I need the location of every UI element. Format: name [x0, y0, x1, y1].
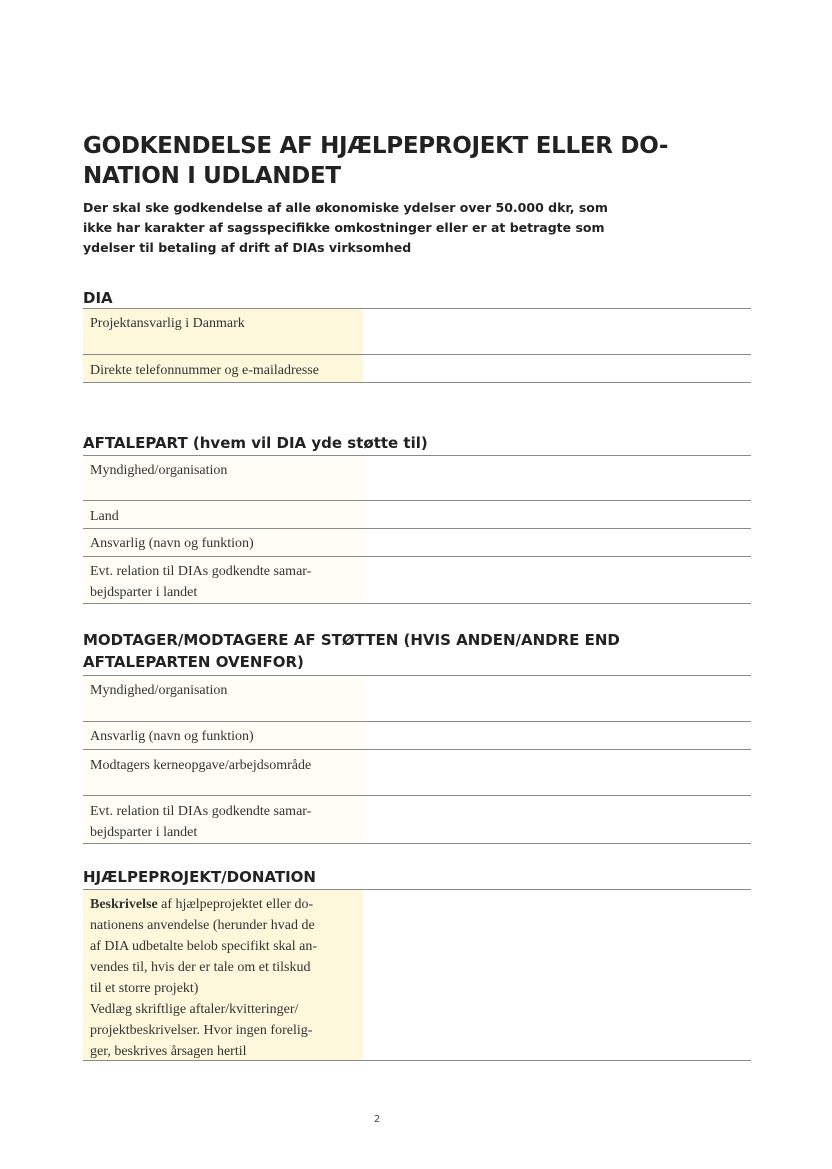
desc-line-7: projektbeskrivelser. Hvor ingen forelig-: [90, 1023, 313, 1038]
subtitle-line-3: ydelser til betaling af drift af DIAs virksomhed: [83, 240, 412, 255]
section-heading-dia: DIA: [83, 289, 113, 307]
desc-line-3: af DIA udbetalte belob specifikt skal an-: [90, 939, 318, 954]
title-line-1: GODKENDELSE AF HJÆLPEPROJEKT ELLER DO-: [83, 133, 669, 159]
relation-line-1: Evt. relation til DIAs godkendte samar-: [90, 804, 312, 819]
desc-bold-word: Beskrivelse: [90, 897, 158, 912]
modtager-heading-line-1: MODTAGER/MODTAGERE AF STØTTEN (HVIS ANDEN/ANDRE END: [83, 631, 620, 649]
field-label-beskrivelse: [90, 894, 365, 1062]
field-label: Projektansvarlig i Danmark: [90, 316, 245, 331]
field-label: Direkte telefonnummer og e-mailadresse: [90, 363, 319, 378]
field-divider: [83, 603, 751, 604]
field-label: Ansvarlig (navn og funktion): [90, 729, 254, 744]
field-label: [90, 801, 365, 843]
field-label: Myndighed/organisation: [90, 683, 228, 698]
desc-line-8: ger, beskrives årsagen hertil: [90, 1044, 247, 1059]
field-label: Land: [90, 509, 119, 524]
desc-line-5: til et storre projekt): [90, 981, 199, 996]
modtager-heading-line-2: AFTALEPARTEN OVENFOR): [83, 653, 304, 671]
field-divider: [83, 843, 751, 844]
page-title: [83, 131, 703, 191]
section-heading-modtager: [83, 629, 763, 673]
relation-line-1: Evt. relation til DIAs godkendte samar-: [90, 564, 312, 579]
desc-line-4: vendes til, hvis der er tale om et tilskud: [90, 960, 311, 975]
desc-line-2: nationens anvendelse (herunder hvad de: [90, 918, 315, 933]
section-heading-projekt: HJÆLPEPROJEKT/DONATION: [83, 868, 316, 886]
field-label: [90, 561, 365, 603]
field-label: Myndighed/organisation: [90, 463, 228, 478]
relation-line-2: bejdsparter i landet: [90, 825, 198, 840]
subtitle-line-2: ikke har karakter af sagsspecifikke omkostninger eller er at betragte som: [83, 220, 605, 235]
title-line-2: NATION I UDLANDET: [83, 163, 341, 189]
field-label: Ansvarlig (navn og funktion): [90, 536, 254, 551]
page-subtitle: [83, 198, 643, 258]
field-label: Modtagers kerneopgave/arbejdsområde: [90, 758, 312, 773]
field-divider: [83, 1060, 751, 1061]
section-heading-aftalepart: AFTALEPART (hvem vil DIA yde støtte til): [83, 434, 428, 452]
field-divider: [83, 382, 751, 383]
desc-line-1: [90, 894, 365, 915]
desc-line-1-rest: af hjælpeprojektet eller do-: [157, 897, 314, 912]
subtitle-line-1: Der skal ske godkendelse af alle økonomiske ydelser over 50.000 dkr, som: [83, 200, 608, 215]
desc-line-6: Vedlæg skriftlige aftaler/kvitteringer/: [90, 1002, 299, 1017]
page-number: 2: [373, 1114, 381, 1125]
relation-line-2: bejdsparter i landet: [90, 585, 198, 600]
